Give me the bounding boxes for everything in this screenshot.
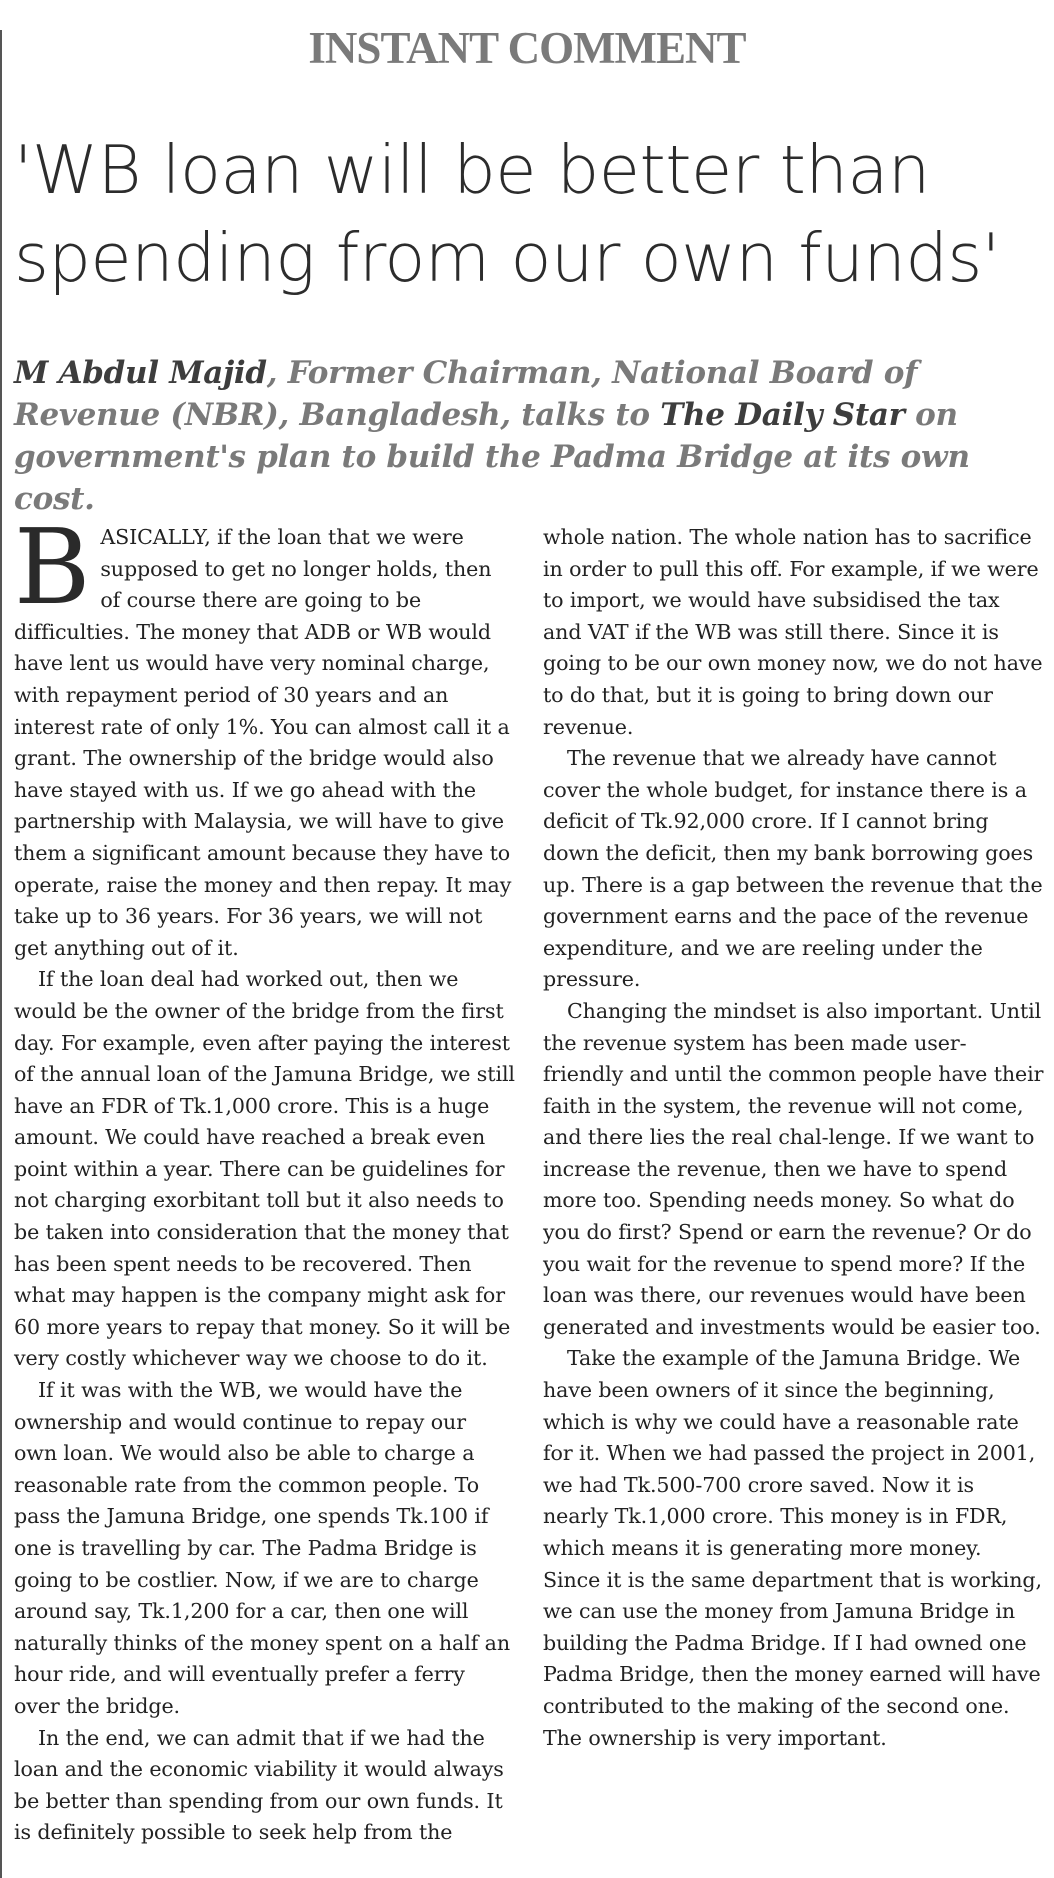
headline-line-1: 'WB loan will be better than [14,131,930,209]
paragraph-6: Changing the mindset is also important. Until the revenue system has been made user- friendly and until the common people have their faith in the system, the revenue will not come, and there lies the real chal-lenge. If we want to increase the revenue, then we have to spend more too. Spending needs money. So what do you do first? Spend or earn the revenue? Or do you wait for the revenue to spend more? If the loan was there, our revenues would have been generated and investments would be easier too. [543,998,1044,1339]
article-standfirst [14,352,1044,520]
paragraph-7: Take the example of the Jamuna Bridge. We have been owners of it since the beginning, which is why we could have a reasonable rate for it. When we had passed the project in 2001, we had Tk.500-700 crore saved. Now it is nearly Tk.1,000 crore. This money is in FDR, which means it is generating more money. Since it is the same department that is working, we can use the money from Jamuna Bridge in building the Padma Bridge. If I had owned one Padma Bridge, then the money earned will have contributed to the making of the second one. The ownership is very important. [543,1346,1042,1750]
paragraph-3: If it was with the WB, we would have the ownership and would continue to repay our own loan. We would also be able to charge a reasonable rate from the common people. To pass the Jamuna Bridge, one spends Tk.100 if one is travelling by car. The Padma Bridge is going to be costlier. Now, if we are to charge around say, Tk.1,200 for a car, then one will naturally thinks of the money spent on a half an hour ride, and will eventually prefer a ferry over the bridge. [14,1378,511,1718]
section-kicker: INSTANT COMMENT [308,23,746,73]
paragraph-4: In the end, we can admit that if we had the loan and the economic viability it would always be better than spending from our own funds. It is definitely possible to seek help from the whole nation. The whole nation has to sacrifice in order to pull this off. For example, if we were to import, we would have subsidised the tax and VAT if the WB was still there. Since it is going to be our own money now, we do not have to do that, but it is going to bring down our revenue. [14,525,1043,1845]
article-body [14,506,1044,1878]
paragraph-2: If the loan deal had worked out, then we would be the owner of the bridge from the first day. For example, even after paying the interest of the annual loan of the Jamuna Bridge, we still have an FDR of Tk.1,000 crore. This is a huge amount. We could have reached a break even point within a year. There can be guidelines for not charging exorbitant toll but it also needs to be taken into consideration that the money that has been spent needs to be recovered. Then what may happen is the company might ask for 60 more years to repay that money. So it will be very costly whichever way we choose to do it. [14,967,515,1371]
standfirst-rest: on government's plan to build the Padma Bridge at its own cost. [14,397,970,517]
interviewee-name: M Abdul Majid [14,355,267,391]
paragraph-1 [14,506,515,964]
paragraph-1-text: ASICALLY, if the loan that we were supposed to get no longer holds, then of course there are going to be difficulties. The money that ADB or WB would have lent us would have very nominal charge, with repayment period of 30 years and an interest rate of only 1%. You can almost call it a grant. The ownership of the bridge would also have stayed with us. If we go ahead with the partnership with Malaysia, we will have to give them a significant amount because they have to operate, raise the money and then repay. It may take up to 36 years. For 36 years, we will not get anything out of it. [14,525,512,960]
headline-line-2: spending from our own funds' [14,219,1000,297]
left-column-rule [0,30,2,1878]
article-headline [14,126,1044,302]
newspaper-name: The Daily Star [660,397,905,433]
interviewee-role: , Former Chairman, National Board of Revenue (NBR), Bangladesh, talks to [14,355,918,433]
paragraph-5: The revenue that we already have cannot cover the whole budget, for instance there is a deficit of Tk.92,000 crore. If I cannot bring down the deficit, then my bank borrowing goes up. There is a gap between the revenue that the government earns and the pace of the revenue expenditure, and we are reeling under the pressure. [543,746,1043,992]
drop-cap: B [14,506,91,628]
